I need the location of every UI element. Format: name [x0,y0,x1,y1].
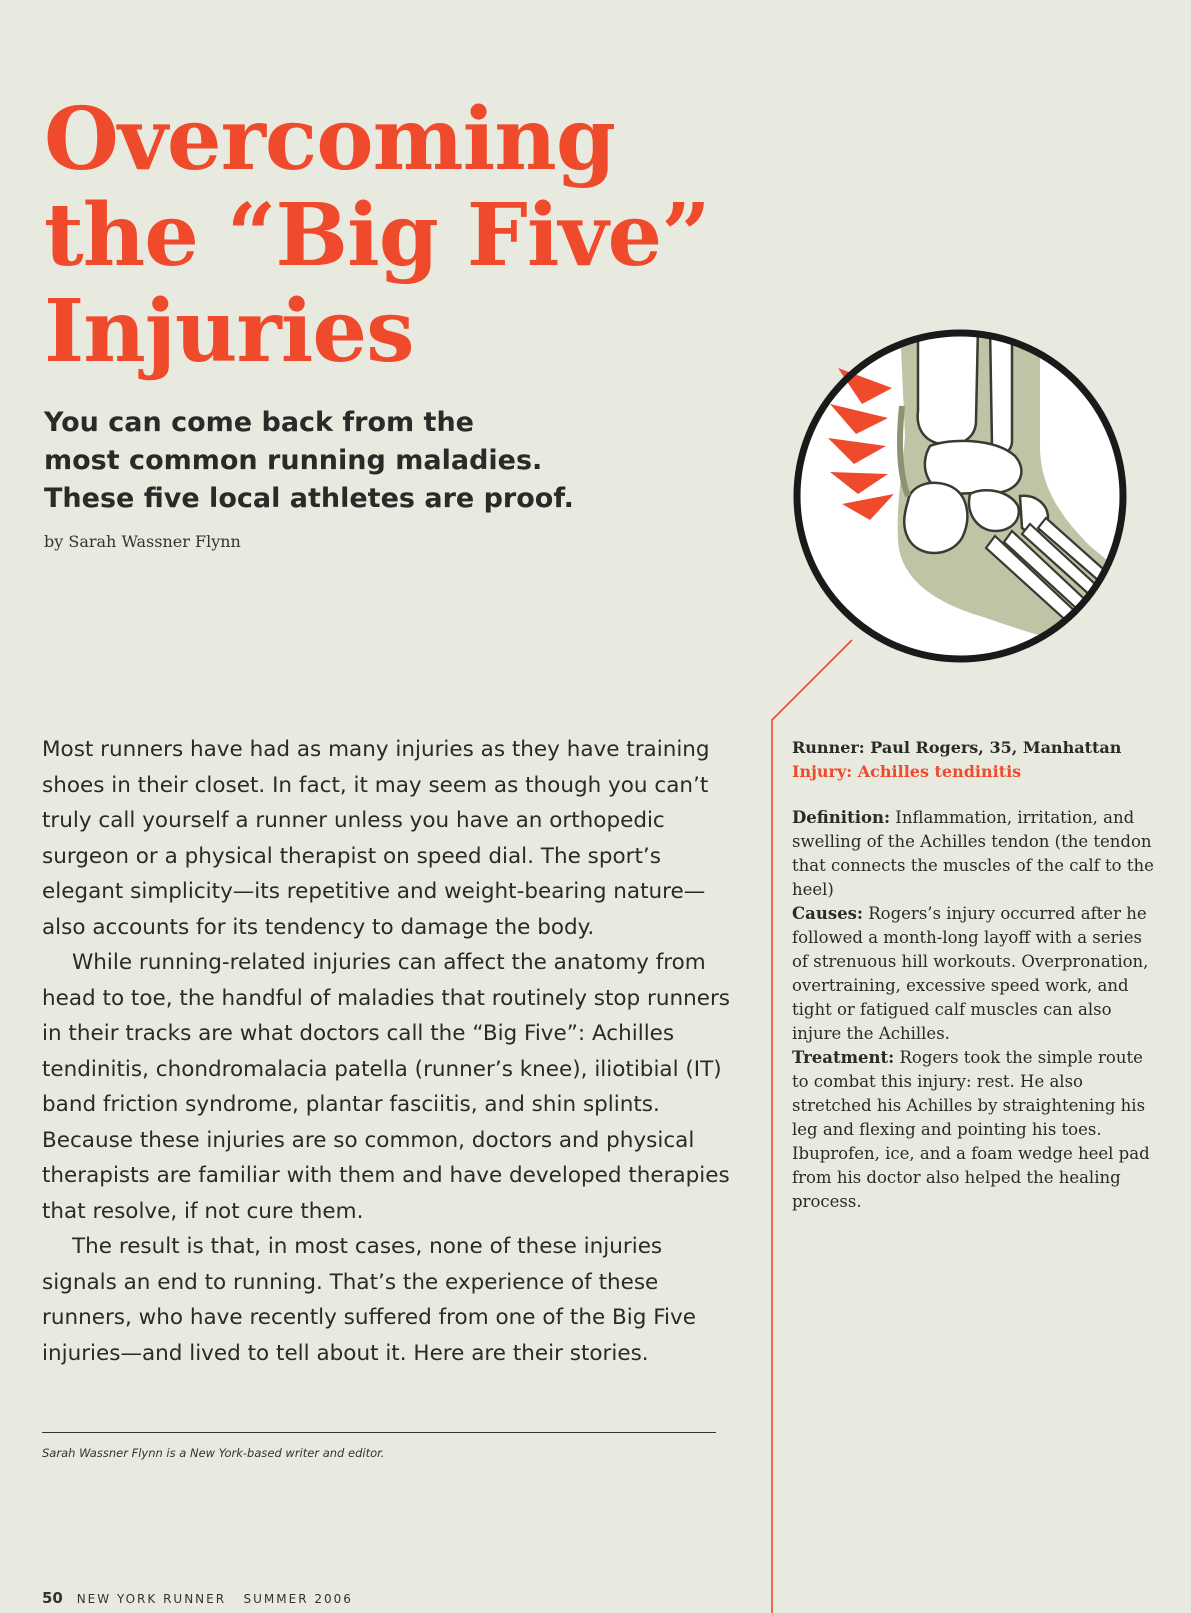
definition-text: Inflammation, irritation, and swelling of the Achilles tendon (the tendon that connects the muscles of the calf to the heel) [792,808,1154,899]
injury-label: Injury: Achilles tendinitis [792,762,1022,781]
runner-label: Runner: Paul Rogers, 35, Manhattan [792,738,1122,757]
body-paragraph: Most runners have had as many injuries as they have training shoes in their closet. In fact, it may seem as though you can’t truly call yourself a runner unless you have an orthopedic surgeon or a physical therapist on speed dial. The sport’s elegant simplicity—its repetitive and weight-bearing nature—also accounts for its tendency to damage the body. [42,737,710,940]
body-paragraph: While running-related injuries can affect the anatomy from head to toe, the handful of maladies that routinely stop runners in their tracks are what doctors call the “Big Five”: Achilles tendinitis, chondromalacia patella (runner’s knee), iliotibial (IT) band friction syndrome, plantar fasciitis, and shin splints. Because these injuries are so common, doctors and physical therapists are familiar with them and have developed therapies that resolve, if not cure them. [42,950,730,1224]
author-footnote: Sarah Wassner Flynn is a New York-based writer and editor. [42,1446,385,1460]
treatment-label: Treatment: [792,1048,895,1067]
case-study-sidebar [792,736,1162,1214]
byline: by Sarah Wassner Flynn [44,532,241,551]
issue-date: SUMMER 2006 [243,1592,353,1606]
headline-line-3: Injuries [44,281,414,382]
causes-text: Rogers’s injury occurred after he followed a month-long layoff with a series of strenuous hill workouts. Overpronation, overtraining, excessive speed work, and tight or fatigued calf muscles can also injure the Achilles. [792,904,1149,1043]
ankle-foot-bones-icon [790,326,1140,676]
headline-line-1: Overcoming [44,89,615,190]
publication-name: NEW YORK RUNNER [76,1592,227,1606]
page-number: 50 [42,1589,63,1607]
definition-label: Definition: [792,808,891,827]
body-paragraph: The result is that, in most cases, none of these injuries signals an end to running. That’s the experience of these runners, who have recently suffered from one of the Big Five injuries—and lived to tell about it. Here are their stories. [42,1234,696,1366]
causes-label: Causes: [792,904,863,923]
spacer [792,784,1162,806]
deck-line-2: most common running maladies. [44,445,543,476]
causes-paragraph [792,902,1162,1046]
deck-line-1: You can come back from the [44,407,474,438]
headline-line-2: the “Big Five” [44,185,710,286]
deck-line-3: These five local athletes are proof. [44,483,574,514]
definition-paragraph [792,806,1162,902]
treatment-paragraph [792,1046,1162,1214]
treatment-text: Rogers took the simple route to combat this injury: rest. He also stretched his Achilles by straightening his leg and flexing and pointing his toes. Ibuprofen, ice, and a foam wedge heel pad from his doctor also helped the healing process. [792,1048,1150,1211]
